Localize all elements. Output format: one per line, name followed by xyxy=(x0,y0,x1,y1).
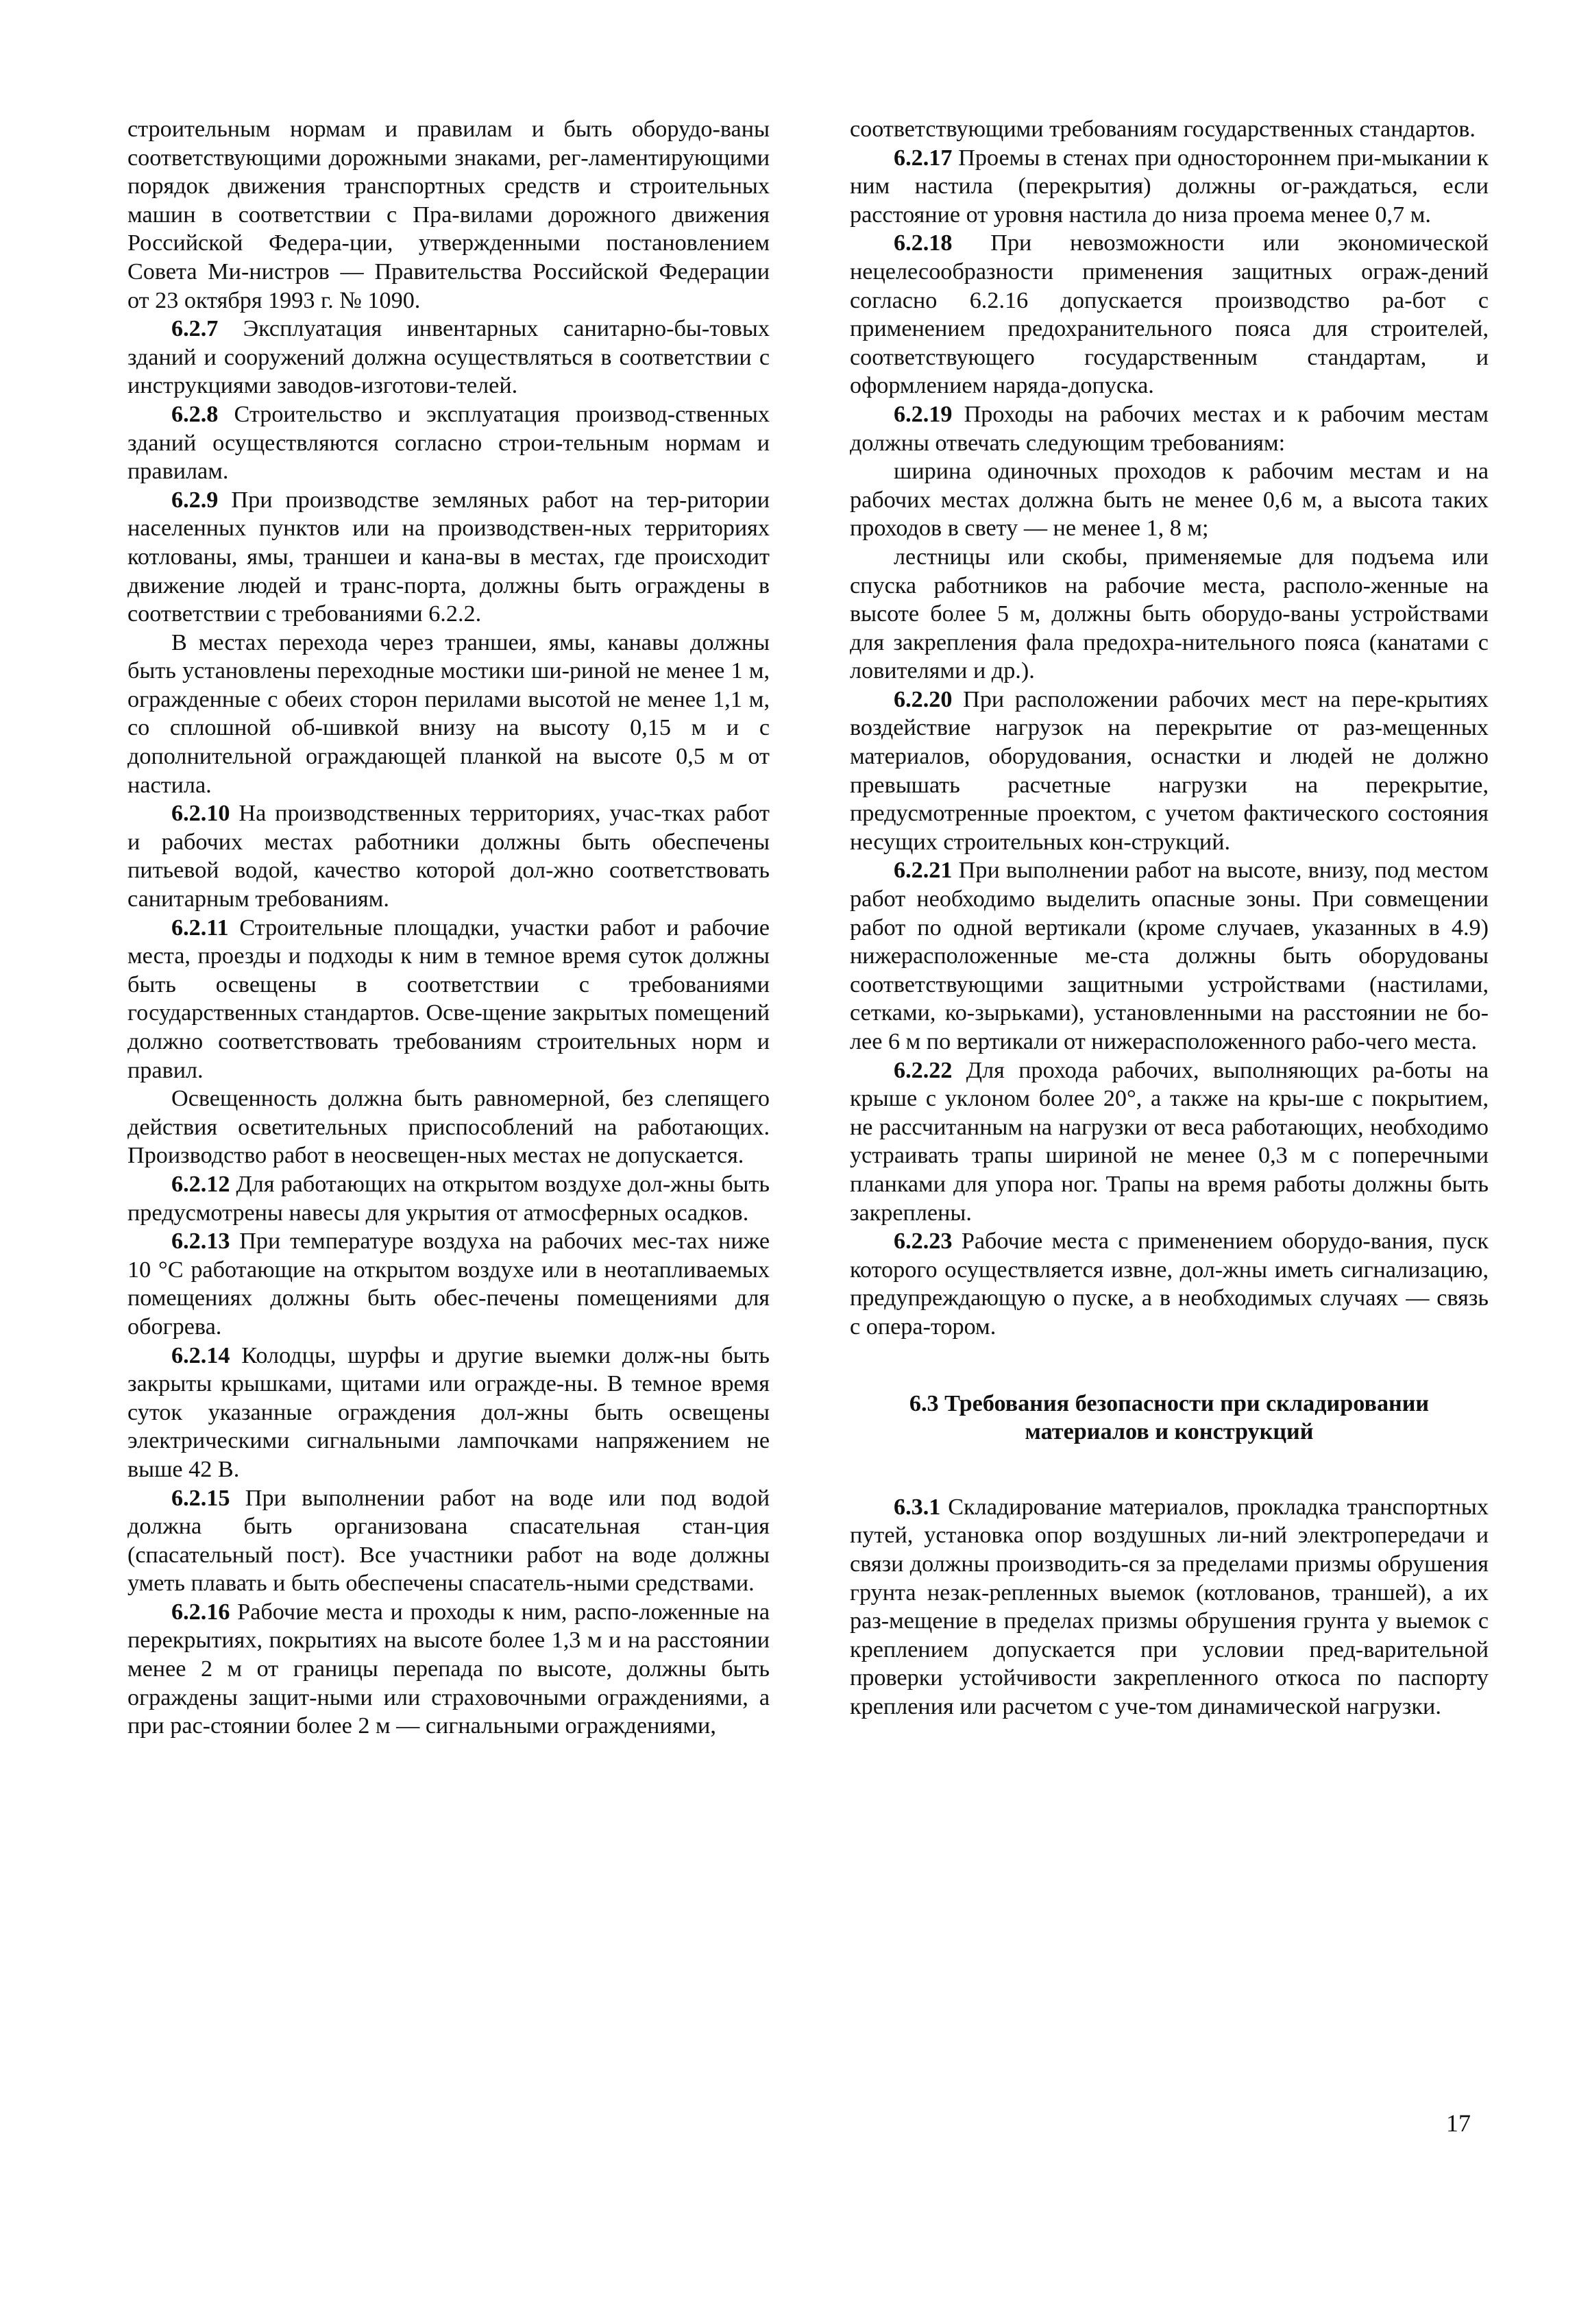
clause-number: 6.2.16 xyxy=(171,1599,230,1625)
clause-number: 6.2.23 xyxy=(894,1228,953,1255)
paragraph xyxy=(127,1085,770,1170)
paragraph xyxy=(127,1342,770,1484)
paragraph xyxy=(850,1056,1489,1228)
clause-number: 6.2.7 xyxy=(171,316,219,342)
section-heading-line: материалов и конструкций xyxy=(1025,1419,1314,1445)
paragraph-text: При производстве земляных работ на тер-ритории населенных пунктов или на производствен-ных территориях котлованы, ямы, траншеи и кана-вы в местах, где происходит движение людей и транс-порта, должны быть ограждены в соответствии с требованиями 6.2.2. xyxy=(127,487,770,627)
paragraph-text: Строительство и эксплуатация производ-ственных зданий осуществляются согласно строи-тельным нормам и правилам. xyxy=(127,401,770,485)
clause-number: 6.3.1 xyxy=(894,1494,941,1520)
paragraph-text: строительным нормам и правилам и быть оборудо-ваны соответствующими дорожными знаками, рег-ламентирующими порядок движения транспортных средств и строительных машин в соответствии с Пра-вилами дорожного движения Российской Федера-ции, утвержденными постановлением Совета Ми-нистров — Правительства Российской Федерации от 23 октября 1993 г. № 1090. xyxy=(127,117,770,313)
clause-number: 6.2.8 xyxy=(171,401,219,427)
clause-number: 6.2.11 xyxy=(171,915,229,941)
clause-number: 6.2.18 xyxy=(894,230,953,256)
paragraph xyxy=(850,457,1489,543)
clause-number: 6.2.17 xyxy=(894,145,953,171)
section-heading-line: 6.3 Требования безопасности при складировании xyxy=(909,1390,1430,1416)
paragraph-text: При выполнении работ на воде или под водой должна быть организована спасательная стан-ция (спасательный пост). Все участники работ на воде должны уметь плавать и быть обеспечены спасатель-ными средствами. xyxy=(127,1485,770,1597)
paragraph-text: Рабочие места с применением оборудо-вания, пуск которого осуществляется извне, дол-жны иметь сигнализацию, предупреждающую о пуске, а в необходимых случаях — связь с опера-тором. xyxy=(850,1228,1489,1340)
paragraph-text: В местах перехода через траншеи, ямы, канавы должны быть установлены переходные мостики ши-риной не менее 1 м, огражденные с обеих сторон перилами высотой не менее 1,1 м, со сплошной об-шивкой внизу на высоту 0,15 м и с дополнительной ограждающей планкой на высоте 0,5 м от настила. xyxy=(127,629,770,798)
paragraph xyxy=(127,1227,770,1341)
paragraph xyxy=(850,856,1489,1056)
paragraph-text: Проемы в стенах при одностороннем при-мыкании к ним настила (перекрытия) должны ог-раждаться, если расстояние от уровня настила до низа проема менее 0,7 м. xyxy=(850,145,1489,228)
paragraph-text: ширина одиночных проходов к рабочим местам и на рабочих местах должна быть не менее 0,6 м, а высота таких проходов в свету — не менее 1, 8 м; xyxy=(850,459,1489,542)
paragraph-text: Для прохода рабочих, выполняющих ра-боты на крыше с уклоном более 20°, а также на кры-ше с покрытием, не рассчитанным на нагрузки от веса работающих, необходимо устраивать трапы шириной не менее 0,3 м с поперечными планками для упора ног. Трапы на время работы должны быть закреплены. xyxy=(850,1057,1489,1226)
clause-number: 6.2.14 xyxy=(171,1342,230,1368)
paragraph xyxy=(850,144,1489,230)
clause-number: 6.2.12 xyxy=(171,1171,230,1197)
clause-number: 6.2.21 xyxy=(894,858,953,884)
paragraph-text: Эксплуатация инвентарных санитарно-бы-товых зданий и сооружений должна осуществляться в соответствии с инструкциями заводов-изготови-телей. xyxy=(127,316,770,399)
paragraph xyxy=(127,400,770,486)
paragraph xyxy=(127,115,770,315)
paragraph-text: Строительные площадки, участки работ и рабочие места, проезды и подходы к ним в темное время суток должны быть освещены в соответствии с требованиями государственных стандартов. Осве-щение закрытых помещений должно соответствовать требованиям строительных норм и правил. xyxy=(127,915,770,1083)
paragraph xyxy=(850,400,1489,457)
paragraph-text: Освещенность должна быть равномерной, без слепящего действия осветительных приспособлений на работающих. Производство работ в неосвещен-ных местах не допускается. xyxy=(127,1086,770,1169)
paragraph-text: Проходы на рабочих местах и к рабочим местам должны отвечать следующим требованиям: xyxy=(850,401,1489,456)
paragraph xyxy=(850,1227,1489,1341)
paragraph xyxy=(850,543,1489,686)
paragraph-text: На производственных территориях, учас-тках работ и рабочих местах работники должны быть обеспечены питьевой водой, качество которой дол-жно соответствовать санитарным требованиям. xyxy=(127,801,770,912)
paragraph-text: При невозможности или экономической нецелесообразности применения защитных ограж-дений согласно 6.2.16 допускается производство ра-бот с применением предохранительного пояса для строителей, соответствующего государственным стандартам, и оформлением наряда-допуска. xyxy=(850,230,1489,399)
paragraph xyxy=(127,914,770,1085)
paragraph xyxy=(850,686,1489,857)
clause-number: 6.2.15 xyxy=(171,1485,230,1511)
paragraph xyxy=(127,1598,770,1741)
clause-number: 6.2.20 xyxy=(894,686,953,712)
paragraph-text: Колодцы, шурфы и другие выемки долж-ны быть закрыты крышками, щитами или огражде-ны. В темное время суток указанные ограждения дол-жны быть освещены электрическими сигнальными лампочками напряжением не выше 42 В. xyxy=(127,1342,770,1482)
paragraph xyxy=(127,1170,770,1227)
paragraph xyxy=(850,115,1489,144)
clause-number: 6.2.22 xyxy=(894,1057,953,1083)
paragraph-text: Складирование материалов, прокладка транспортных путей, установка опор воздушных ли-ний электропередачи и связи должны производить-ся за пределами призмы обрушения грунта незак-репленных выемок (котлованов, траншей), а их раз-мещение в пределах призмы обрушения грунта у выемок с креплением допускается при условии пред-варительной проверки устойчивости закрепленного откоса по паспорту крепления или расчетом с уче-том динамической нагрузки. xyxy=(850,1494,1489,1719)
paragraph xyxy=(850,1493,1489,1721)
paragraph-text: соответствующими требованиям государственных стандартов. xyxy=(850,117,1476,142)
paragraph xyxy=(127,1484,770,1598)
paragraph-text: При температуре воздуха на рабочих мес-тах ниже 10 °С работающие на открытом воздухе или в неотапливаемых помещениях должны быть обес-печены помещениями для обогрева. xyxy=(127,1228,770,1340)
paragraph-text: Рабочие места и проходы к ним, распо-ложенные на перекрытиях, покрытиях на высоте более 1,3 м и на расстоянии менее 2 м от границы перепада по высоте, должны быть ограждены защит-ными или страховочными ограждениями, а при рас-стоянии более 2 м — сигнальными ограждениями, xyxy=(127,1599,770,1739)
paragraph xyxy=(127,486,770,629)
left-column xyxy=(127,115,770,1741)
paragraph xyxy=(127,799,770,913)
paragraph xyxy=(127,315,770,400)
right-column xyxy=(850,115,1489,1721)
clause-number: 6.2.13 xyxy=(171,1228,230,1255)
paragraph-text: При расположении рабочих мест на пере-крытиях воздействие нагрузок на перекрытие от раз-мещенных материалов, оборудования, оснастки и людей не должно превышать расчетные нагрузки на перекрытие, предусмотренные проектом, с учетом фактического состояния несущих строительных кон-струкций. xyxy=(850,686,1489,855)
section-heading xyxy=(850,1390,1489,1447)
clause-number: 6.2.9 xyxy=(171,487,219,513)
paragraph-text: лестницы или скобы, применяемые для подъема или спуска работников на рабочие места, располо-женные на высоте более 5 м, должны быть оборудо-ваны устройствами для закрепления фала предохра-нительного пояса (канатами с ловителями и др.). xyxy=(850,544,1489,684)
paragraph-text: Для работающих на открытом воздухе дол-жны быть предусмотрены навесы для укрытия от атмосферных осадков. xyxy=(127,1171,770,1226)
paragraph xyxy=(127,629,770,800)
paragraph xyxy=(850,229,1489,400)
clause-number: 6.2.10 xyxy=(171,801,230,827)
clause-number: 6.2.19 xyxy=(894,401,953,427)
page-number: 17 xyxy=(1446,2109,1471,2137)
paragraph-text: При выполнении работ на высоте, внизу, под местом работ необходимо выделить опасные зоны. При совмещении работ по одной вертикали (кроме случаев, указанных в 4.9) нижерасположенные ме-ста должны быть оборудованы соответствующими защитными устройствами (настилами, сетками, ко-зырьками), установленными на расстоянии не бо-лее 6 м по вертикали от нижерасположенного рабо-чего места. xyxy=(850,858,1489,1054)
